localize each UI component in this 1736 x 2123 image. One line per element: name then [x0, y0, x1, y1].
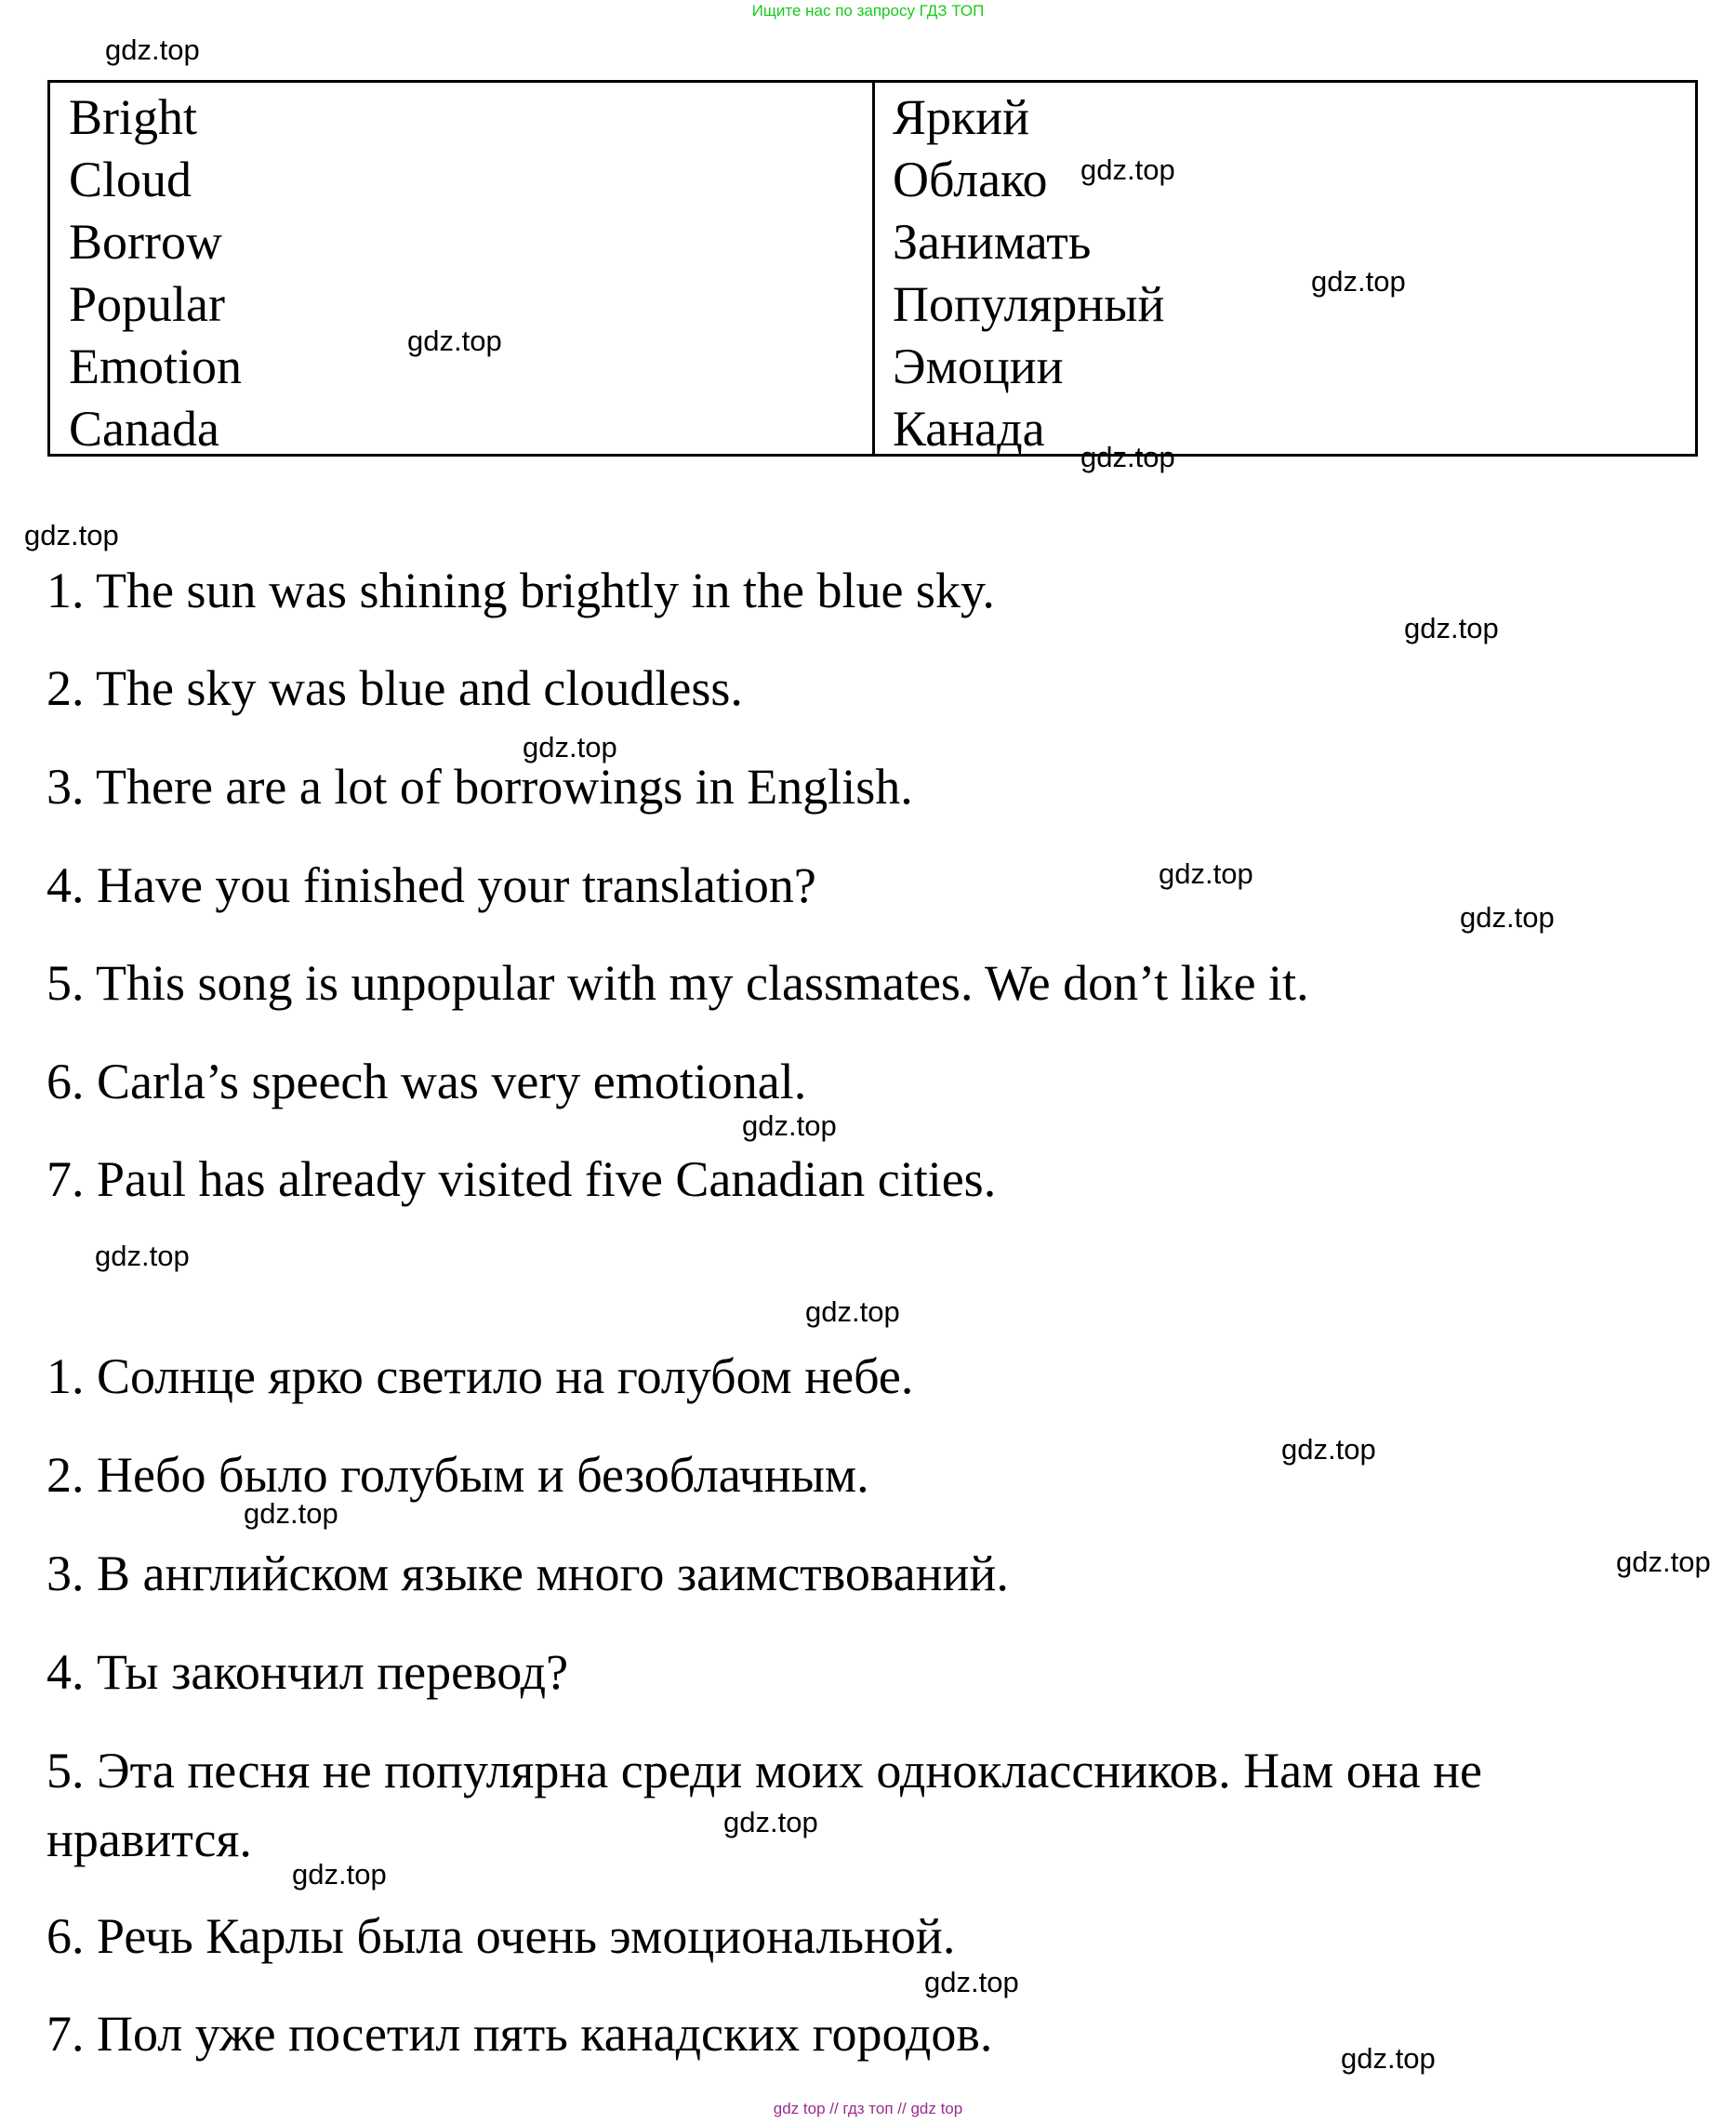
vocab-word-ru: Канада — [893, 401, 1045, 457]
footer-note: gdz top // гдз топ // gdz top — [773, 2100, 963, 2117]
watermark: gdz.top — [1311, 265, 1406, 298]
russian-sentence: 7. Пол уже посетил пять канадских городов. — [46, 2006, 993, 2062]
english-sentence: 2. The sky was blue and cloudless. — [46, 660, 743, 716]
vocabulary-table — [47, 80, 1698, 457]
vocab-word-ru: Облако — [893, 152, 1048, 207]
watermark: gdz.top — [1281, 1433, 1376, 1466]
russian-word-column — [893, 86, 1164, 460]
watermark: gdz.top — [523, 731, 617, 763]
header-search-note: Ищите нас по запросу ГДЗ ТОП — [751, 2, 985, 20]
vocab-word-ru: Яркий — [893, 89, 1030, 145]
watermark: gdz.top — [292, 1858, 387, 1891]
russian-sentence: 2. Небо было голубым и безоблачным. — [46, 1447, 869, 1503]
english-sentence: 7. Paul has already visited five Canadian cities. — [46, 1151, 997, 1207]
vocab-word-en: Canada — [69, 401, 219, 457]
watermark: gdz.top — [1460, 901, 1555, 934]
watermark: gdz.top — [105, 33, 200, 66]
russian-sentence: 1. Солнце ярко светило на голубом небе. — [46, 1348, 914, 1404]
watermark: gdz.top — [1341, 2042, 1436, 2075]
watermark: gdz.top — [1159, 857, 1253, 890]
watermark: gdz.top — [742, 1109, 837, 1142]
watermark: gdz.top — [924, 1966, 1019, 1998]
watermark: gdz.top — [805, 1295, 900, 1328]
russian-sentence: 3. В английском языке много заимствований. — [46, 1546, 1009, 1601]
table-column-divider — [872, 83, 875, 454]
vocab-word-ru: Популярный — [893, 276, 1165, 332]
vocab-word-en: Borrow — [69, 214, 222, 270]
vocab-word-en: Cloud — [69, 152, 192, 207]
vocab-word-en: Bright — [69, 89, 198, 145]
russian-sentence: 6. Речь Карлы была очень эмоциональной. — [46, 1908, 956, 1964]
vocab-word-ru: Эмоции — [893, 338, 1064, 394]
english-sentence: 6. Carla’s speech was very emotional. — [46, 1054, 807, 1109]
russian-sentence: 4. Ты закончил перевод? — [46, 1644, 569, 1700]
english-sentence: 5. This song is unpopular with my classmates. We don’t like it. — [46, 955, 1309, 1011]
watermark: gdz.top — [407, 325, 502, 357]
watermark: gdz.top — [723, 1806, 818, 1838]
vocab-word-en: Popular — [69, 276, 225, 332]
watermark: gdz.top — [1616, 1546, 1711, 1578]
english-sentence: 4. Have you finished your translation? — [46, 857, 816, 913]
russian-sentence: 5. Эта песня не популярна среди моих одноклассников. Нам она не нравится. — [46, 1743, 1482, 1867]
watermark: gdz.top — [24, 519, 119, 551]
english-sentence: 3. There are a lot of borrowings in English. — [46, 759, 913, 815]
vocab-word-ru: Занимать — [893, 214, 1092, 270]
watermark: gdz.top — [1080, 153, 1175, 186]
watermark: gdz.top — [1080, 441, 1175, 473]
watermark: gdz.top — [1404, 612, 1499, 644]
watermark: gdz.top — [244, 1497, 338, 1530]
english-word-column — [69, 86, 242, 460]
vocab-word-en: Emotion — [69, 338, 242, 394]
watermark: gdz.top — [95, 1240, 190, 1272]
english-sentence: 1. The sun was shining brightly in the blue sky. — [46, 563, 995, 618]
